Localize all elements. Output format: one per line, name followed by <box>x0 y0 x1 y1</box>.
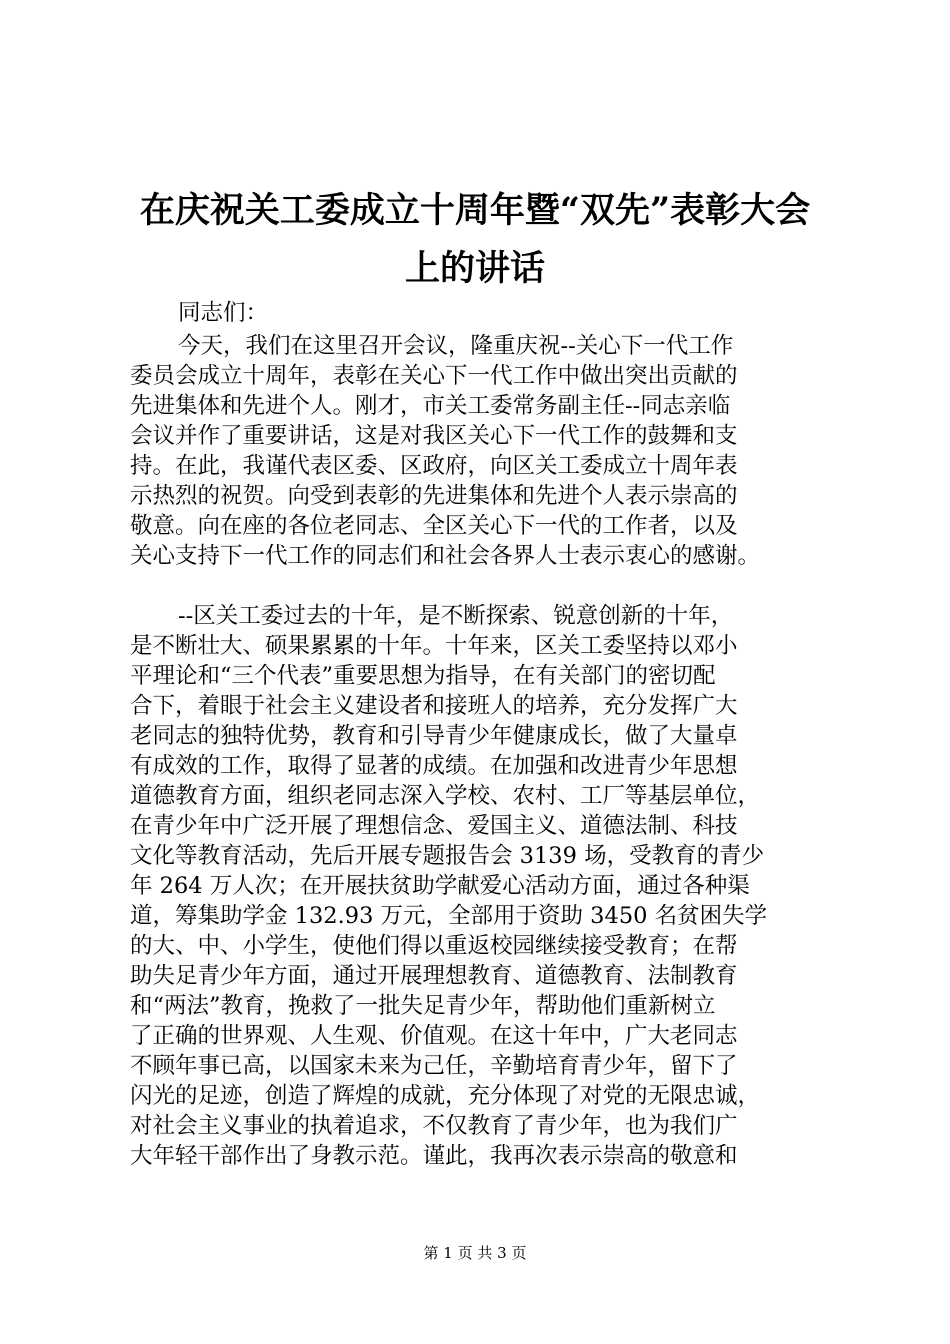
body-line: 闪光的足迹，创造了辉煌的成就，充分体现了对党的无限忠诚， <box>130 1083 761 1109</box>
body-line: 示热烈的祝贺。向受到表彰的先进集体和先进个人表示崇高的 <box>130 483 738 509</box>
body-line: 大年轻干部作出了身教示范。谨此，我再次表示崇高的敬意和 <box>130 1143 738 1169</box>
body-line: 委员会成立十周年，表彰在关心下一代工作中做出突出贡献的 <box>130 363 738 389</box>
body-line: 文化等教育活动，先后开展专题报告会 3139 场，受教育的青少 <box>130 843 765 869</box>
body-line: 会议并作了重要讲话，这是对我区关心下一代工作的鼓舞和支 <box>130 423 738 449</box>
body-line: 先进集体和先进个人。刚才，市关工委常务副主任--同志亲临 <box>130 393 731 419</box>
body-line: 道德教育方面，组织老同志深入学校、农村、工厂等基层单位， <box>130 783 761 809</box>
body-line: 有成效的工作，取得了显著的成绩。在加强和改进青少年思想 <box>130 753 738 779</box>
body-line: 是不断壮大、硕果累累的十年。十年来，区关工委坚持以邓小 <box>130 633 738 659</box>
body-line: 的大、中、小学生，使他们得以重返校园继续接受教育；在帮 <box>130 933 738 959</box>
body-line: --区关工委过去的十年，是不断探索、锐意创新的十年， <box>178 603 734 629</box>
body-line: 对社会主义事业的执着追求，不仅教育了青少年，也为我们广 <box>130 1113 738 1139</box>
body-line: 敬意。向在座的各位老同志、全区关心下一代的工作者，以及 <box>130 513 738 539</box>
document-title-line-1: 在庆祝关工委成立十周年暨“双先”表彰大会 <box>139 190 811 231</box>
page-footer: 第 1 页 共 3 页 <box>423 1244 527 1262</box>
body-line: 合下，着眼于社会主义建设者和接班人的培养，充分发挥广大 <box>130 693 738 719</box>
body-line: 年 264 万人次；在开展扶贫助学献爱心活动方面，通过各种渠 <box>130 873 750 899</box>
body-line: 在青少年中广泛开展了理想信念、爱国主义、道德法制、科技 <box>130 813 738 839</box>
body-line: 了正确的世界观、人生观、价值观。在这十年中，广大老同志 <box>130 1023 738 1049</box>
body-line: 和“两法”教育，挽救了一批失足青少年，帮助他们重新树立 <box>130 993 716 1019</box>
body-line: 平理论和“三个代表”重要思想为指导，在有关部门的密切配 <box>130 663 716 689</box>
body-line: 关心支持下一代工作的同志们和社会各界人士表示衷心的感谢。 <box>130 543 761 569</box>
body-line: 持。在此，我谨代表区委、区政府，向区关工委成立十周年表 <box>130 453 738 479</box>
document-title-line-2: 上的讲话 <box>404 248 545 289</box>
body-line: 不顾年事已高，以国家未来为己任，辛勤培育青少年，留下了 <box>130 1053 738 1079</box>
body-line: 助失足青少年方面，通过开展理想教育、道德教育、法制教育 <box>130 963 738 989</box>
body-line: 老同志的独特优势，教育和引导青少年健康成长，做了大量卓 <box>130 723 738 749</box>
salutation: 同志们： <box>178 300 269 326</box>
body-line: 道，筹集助学金 132.93 万元，全部用于资助 3450 名贫困失学 <box>130 903 768 929</box>
body-line: 今天，我们在这里召开会议，隆重庆祝--关心下一代工作 <box>178 333 734 359</box>
